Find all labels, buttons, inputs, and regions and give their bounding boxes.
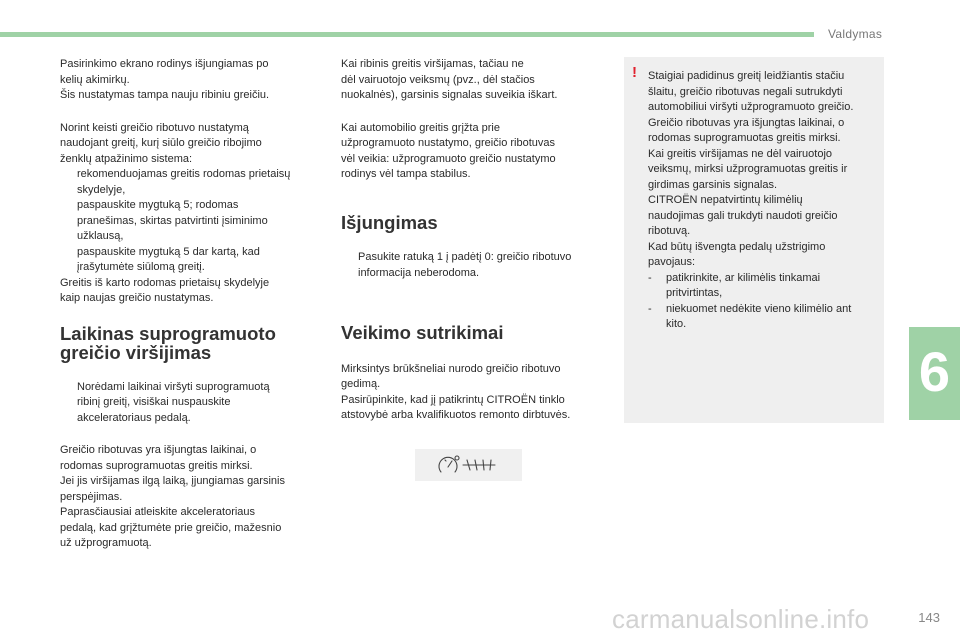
text-line: įrašytumėte siūlomą greitį. — [77, 261, 205, 273]
list-item — [60, 198, 325, 245]
page-number: 143 — [918, 610, 940, 625]
speed-limiter-display — [415, 449, 522, 481]
text-line: atstovybė arba kvalifikuotos remonto dirbtuvės. — [341, 409, 571, 421]
warning-text — [648, 69, 880, 333]
chapter-tab — [909, 327, 960, 420]
text-line: Kai greitis viršijamas ne dėl vairuotojo — [648, 147, 833, 160]
text-line: kaip naujas greičio nustatymas. — [60, 292, 214, 304]
column-middle — [341, 57, 603, 441]
text-line: ribinį greitį, visiškai nuspauskite — [77, 396, 231, 408]
text-line: Kai automobilio greitis grįžta prie — [341, 121, 500, 134]
dash-marker: - — [648, 271, 652, 284]
text-line: informacija neberodoma. — [358, 266, 480, 279]
text-line: girdimas garsinis signalas. — [648, 178, 777, 191]
text-line: skydelyje, — [77, 183, 126, 196]
text-line: rodomas suprogramuotas greitis mirksi. — [648, 132, 841, 144]
text-line: ribotuvą. — [648, 225, 691, 237]
text-line: dėl vairuotojo veiksmų (pvz., dėl stačios — [341, 73, 535, 86]
text-line: automobiliui viršyti užprogramuoto greičio. — [648, 101, 854, 113]
text-line: naudojimas gali trukdyti naudoti greičio — [648, 209, 838, 222]
text-line: Greitis iš karto rodomas prietaisų skydelyje — [60, 276, 270, 289]
text-line: rekomenduojamas greitis rodomas prietaisų — [77, 168, 291, 180]
text-line: pritvirtintas, — [666, 287, 723, 299]
list-item — [60, 167, 325, 198]
text-line: užprogramuoto nustatymo, greičio ribotuvas — [341, 137, 555, 149]
text-line: pavojaus: — [648, 256, 696, 268]
text-line: akceleratoriaus pedalą. — [77, 411, 191, 424]
deactivate-paragraph — [341, 250, 603, 281]
text-line: Pasirinkimo ekrano rodinys išjungiamas po — [60, 58, 269, 70]
section-title: Valdymas — [828, 27, 883, 41]
intro-paragraph — [60, 57, 325, 104]
text-line: pranešimas, skirtas patvirtinti įsiminimo — [77, 214, 268, 227]
text-line: Kad būtų išvengta pedalų užstrigimo — [648, 240, 826, 253]
text-line: pedalą, kad grįžtumėte prie greičio, mažesnio — [60, 521, 282, 534]
text-line: CITROËN nepatvirtintų kilimėlių — [648, 194, 803, 206]
text-line: paspauskite mygtuką 5 dar kartą, kad — [77, 245, 260, 258]
heading-line: greičio viršijimas — [60, 342, 212, 363]
text-line: gedimą. — [341, 378, 381, 390]
return-paragraph — [341, 121, 603, 183]
list-item — [60, 380, 325, 427]
text-line: Greičio ribotuvas yra išjungtas laikinai, o — [648, 116, 845, 129]
list-item — [341, 250, 603, 281]
text-line: nuokalnės), garsinis signalas suveikia iškart. — [341, 89, 558, 101]
text-line: Šis nustatymas tampa nauju ribiniu greičiu. — [60, 89, 270, 101]
change-setting-paragraph — [60, 121, 325, 307]
speed-limiter-dashes-display-icon — [415, 449, 522, 481]
override-paragraph — [60, 380, 325, 427]
column-left — [60, 57, 325, 569]
text-line: už užprogramuotą. — [60, 537, 152, 549]
section-heading — [60, 324, 325, 363]
text-line: naudojant greitį, kurį siūlo greičio ribojimo — [60, 137, 262, 149]
heading-line: Laikinas suprogramuoto — [60, 322, 276, 344]
text-line: Jei jis viršijamas ilgą laiką, įjungiamas garsinis — [60, 475, 285, 487]
text-line: Kai ribinis greitis viršijamas, tačiau ne — [341, 58, 524, 70]
text-line: kito. — [666, 318, 687, 330]
section-heading: Veikimo sutrikimai — [341, 322, 504, 343]
exceed-paragraph — [341, 57, 603, 104]
warning-panel — [624, 57, 884, 423]
text-line: užklausą, — [77, 230, 124, 242]
dash-list-item — [648, 271, 880, 302]
warning-exclamation-icon: ! — [632, 64, 637, 81]
text-line: vėl veikia: užprogramuoto greičio nustatymo — [341, 152, 556, 165]
text-line: patikrinkite, ar kilimėlis tinkamai — [666, 271, 821, 284]
text-line: rodinys vėl tampa stabilus. — [341, 168, 471, 180]
text-line: Greičio ribotuvas yra išjungtas laikinai, o — [60, 444, 257, 456]
text-line: šlaitu, greičio ribotuvas negali sutrukdyti — [648, 85, 843, 98]
header-accent-bar — [0, 32, 814, 37]
dash-list-item — [648, 302, 880, 333]
list-item — [60, 245, 325, 276]
text-line: Mirksintys brūkšneliai nurodo greičio ribotuvo — [341, 362, 561, 375]
text-line: Pasukite ratuką 1 į padėtį 0: greičio ribotuvo — [358, 251, 572, 263]
watermark: carmanualsonline.info — [612, 604, 870, 634]
section-heading: Išjungimas — [341, 211, 438, 233]
text-line: Norėdami laikinai viršyti suprogramuotą — [77, 380, 270, 393]
override-info-paragraph — [60, 443, 325, 552]
text-line: niekuomet nedėkite vieno kilimėlio ant — [666, 302, 852, 315]
text-line: ženklų atpažinimo sistema: — [60, 152, 193, 165]
text-line: rodomas suprogramuotas greitis mirksi. — [60, 459, 253, 472]
text-line: veiksmų, mirksi užprogramuotas greitis ir — [648, 163, 848, 175]
text-line: kelių akimirkų. — [60, 73, 130, 86]
dash-marker: - — [648, 302, 652, 315]
text-line: paspauskite mygtuką 5; rodomas — [77, 199, 239, 211]
text-line: Pasirūpinkite, kad jį patikrintų CITROËN tinklo — [341, 393, 565, 406]
text-line: Staigiai padidinus greitį leidžiantis stačiu — [648, 70, 845, 82]
text-line: perspėjimas. — [60, 490, 123, 503]
text-line: Paprasčiausiai atleiskite akceleratoriaus — [60, 506, 256, 518]
chapter-number: 6 — [918, 340, 951, 403]
malfunction-paragraph — [341, 362, 603, 424]
text-line: Norint keisti greičio ribotuvo nustatymą — [60, 121, 249, 134]
